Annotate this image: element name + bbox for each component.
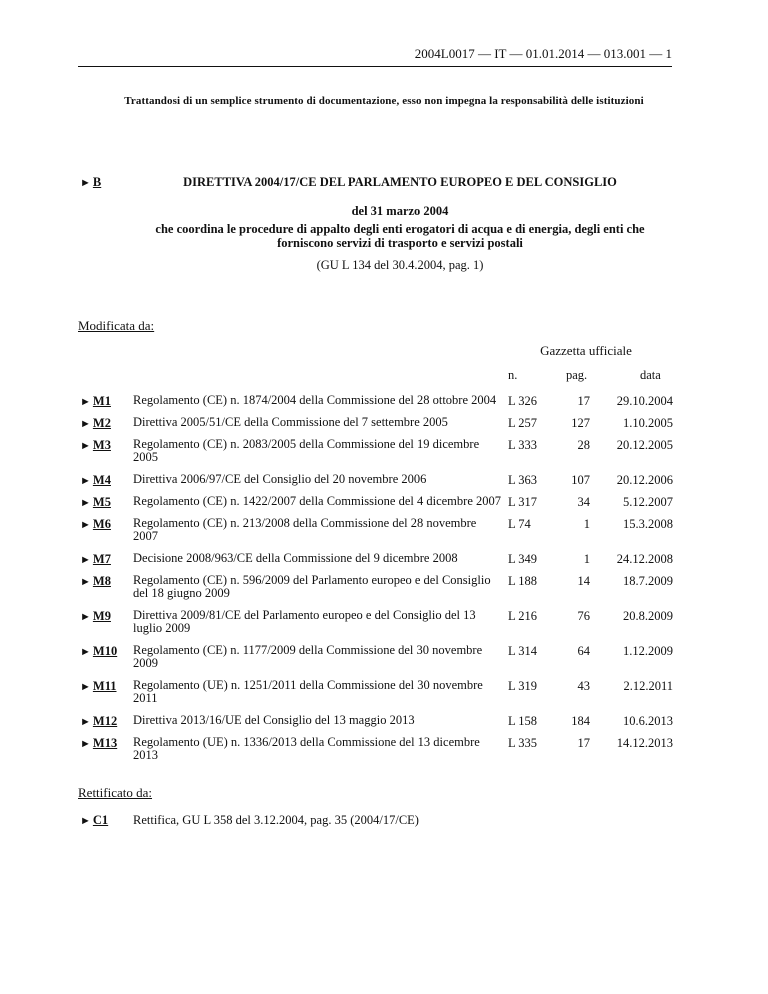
amendment-code[interactable]: M8 (92, 574, 111, 588)
amendment-code[interactable]: M1 (92, 394, 111, 408)
amendment-page: 184 (571, 714, 590, 728)
directive-title: DIRETTIVA 2004/17/CE DEL PARLAMENTO EUROPEO E DEL CONSIGLIO (183, 175, 617, 189)
amendment-description: Direttiva 2013/16/UE del Consiglio del 13 maggio 2013 (133, 713, 415, 727)
amendment-marker[interactable] (80, 495, 111, 510)
amendment-marker[interactable] (80, 609, 111, 624)
amendment-date: 14.12.2013 (616, 736, 673, 750)
amendment-row (80, 574, 672, 600)
amendment-description: Regolamento (CE) n. 1422/2007 della Commissione del 4 dicembre 2007 (133, 494, 501, 508)
amendment-code[interactable]: M4 (92, 473, 111, 487)
amendment-row (80, 438, 672, 464)
arrow-right-icon: ► (80, 497, 91, 509)
column-header-pag: pag. (566, 368, 588, 382)
arrow-right-icon: ► (80, 177, 91, 189)
amendment-oj-number: L 333 (508, 438, 538, 452)
amendment-oj-number: L 314 (508, 644, 538, 658)
amendment-page: 34 (577, 495, 590, 509)
amendment-row (80, 394, 672, 407)
amendment-marker[interactable] (80, 517, 111, 532)
amendment-date: 20.8.2009 (623, 609, 673, 623)
amendment-code[interactable]: M7 (92, 552, 111, 566)
amendment-oj-number: L 363 (508, 473, 538, 487)
arrow-right-icon: ► (80, 418, 91, 430)
amendment-row (80, 495, 672, 508)
amendment-page: 14 (577, 574, 590, 588)
amendment-row (80, 416, 672, 429)
base-act-marker[interactable] (80, 175, 101, 190)
amendment-marker[interactable] (80, 679, 117, 694)
amendment-description: Decisione 2008/963/CE della Commissione del 9 dicembre 2008 (133, 551, 458, 565)
arrow-right-icon: ► (80, 646, 91, 658)
amendment-code[interactable]: M3 (92, 438, 111, 452)
amendment-marker[interactable] (80, 394, 111, 409)
arrow-right-icon: ► (80, 440, 91, 452)
corrections-heading: Rettificato da: (78, 785, 153, 800)
amendment-date: 2.12.2011 (623, 679, 673, 693)
amendment-marker[interactable] (80, 574, 111, 589)
amendment-row (80, 552, 672, 565)
amendment-page: 1 (583, 517, 590, 531)
amendment-row (80, 736, 672, 762)
amendment-description: Regolamento (UE) n. 1336/2013 della Commissione del 13 dicembre 2013 (133, 735, 480, 762)
amendment-marker[interactable] (80, 552, 111, 567)
amendment-date: 1.12.2009 (623, 644, 673, 658)
arrow-right-icon: ► (80, 519, 91, 531)
amendment-date: 20.12.2006 (616, 473, 673, 487)
amendment-oj-number: L 335 (508, 736, 538, 750)
amendment-page: 76 (577, 609, 590, 623)
amendment-code[interactable]: M2 (92, 416, 111, 430)
amendment-oj-number: L 158 (508, 714, 538, 728)
amendment-page: 28 (577, 438, 590, 452)
amendment-code[interactable]: M10 (92, 644, 118, 658)
column-header-data: data (640, 368, 661, 382)
amendment-oj-number: L 349 (508, 552, 538, 566)
amendment-row (80, 679, 672, 705)
amendment-oj-number: L 319 (508, 679, 538, 693)
amendment-description: Regolamento (CE) n. 213/2008 della Commissione del 28 novembre 2007 (133, 516, 477, 543)
correction-description: Rettifica, GU L 358 del 3.12.2004, pag. 35 (2004/17/CE) (133, 813, 419, 827)
amendment-page: 127 (571, 416, 590, 430)
amendment-date: 5.12.2007 (623, 495, 673, 509)
base-act-code[interactable]: B (92, 175, 102, 189)
amendment-oj-number: L 188 (508, 574, 538, 588)
correction-code[interactable]: C1 (92, 813, 109, 827)
amendment-oj-number: L 317 (508, 495, 538, 509)
amendment-marker[interactable] (80, 736, 117, 751)
amendment-code[interactable]: M12 (92, 714, 118, 728)
amendment-oj-number: L 74 (508, 517, 531, 531)
amendment-page: 17 (577, 736, 590, 750)
arrow-right-icon: ► (80, 396, 91, 408)
arrow-right-icon: ► (80, 738, 91, 750)
arrow-right-icon: ► (80, 576, 91, 588)
amendment-code[interactable]: M5 (92, 495, 111, 509)
amendment-page: 43 (577, 679, 590, 693)
amendment-marker[interactable] (80, 438, 111, 453)
correction-marker[interactable] (80, 813, 108, 828)
amendment-description: Regolamento (CE) n. 2083/2005 della Commissione del 19 dicembre 2005 (133, 437, 480, 464)
gazzetta-ufficiale-header: Gazzetta ufficiale (540, 343, 632, 358)
amendment-page: 17 (577, 394, 590, 408)
amendment-oj-number: L 216 (508, 609, 538, 623)
amendment-code[interactable]: M6 (92, 517, 111, 531)
amendment-description: Regolamento (CE) n. 596/2009 del Parlamento europeo e del Consiglio del 18 giugno 2009 (133, 573, 491, 600)
amendment-row (80, 644, 672, 670)
amendment-marker[interactable] (80, 714, 117, 729)
amendment-page: 107 (571, 473, 590, 487)
amendment-description: Direttiva 2005/51/CE della Commissione del 7 settembre 2005 (133, 415, 448, 429)
amendment-oj-number: L 257 (508, 416, 538, 430)
amendment-row (80, 473, 672, 486)
amendment-page: 64 (577, 644, 590, 658)
arrow-right-icon: ► (80, 716, 91, 728)
amendment-date: 1.10.2005 (623, 416, 673, 430)
amendment-description: Regolamento (UE) n. 1251/2011 della Commissione del 30 novembre 2011 (133, 678, 483, 705)
amendment-code[interactable]: M9 (92, 609, 111, 623)
amendment-row (80, 714, 672, 727)
arrow-right-icon: ► (80, 475, 91, 487)
amendment-code[interactable]: M11 (92, 679, 117, 693)
arrow-right-icon: ► (80, 554, 91, 566)
column-header-n: n. (508, 368, 518, 382)
amendment-description: Regolamento (CE) n. 1177/2009 della Commissione del 30 novembre 2009 (133, 643, 483, 670)
amendment-description: Direttiva 2009/81/CE del Parlamento europeo e del Consiglio del 13 luglio 2009 (133, 608, 476, 635)
amendment-date: 20.12.2005 (616, 438, 673, 452)
directive-date: del 31 marzo 2004 (351, 204, 449, 218)
document-reference-header: 2004L0017 — IT — 01.01.2014 — 013.001 — 1 (78, 46, 672, 67)
amendment-marker[interactable] (80, 416, 111, 431)
amendment-description: Regolamento (CE) n. 1874/2004 della Commissione del 28 ottobre 2004 (133, 393, 497, 407)
amendment-date: 24.12.2008 (616, 552, 673, 566)
amendment-row (80, 609, 672, 635)
arrow-right-icon: ► (80, 815, 91, 827)
amendment-page: 1 (583, 552, 590, 566)
amendment-date: 18.7.2009 (623, 574, 673, 588)
directive-subtitle: che coordina le procedure di appalto degli enti erogatori di acqua e di energia, degli enti che forniscono servizi di trasporto e servizi postali (155, 222, 645, 250)
disclaimer-text: Trattandosi di un semplice strumento di documentazione, esso non impegna la responsabilità delle istituzioni (124, 95, 644, 107)
amendment-description: Direttiva 2006/97/CE del Consiglio del 20 novembre 2006 (133, 472, 427, 486)
official-journal-reference: (GU L 134 del 30.4.2004, pag. 1) (316, 258, 484, 272)
amendment-date: 15.3.2008 (623, 517, 673, 531)
amendment-oj-number: L 326 (508, 394, 538, 408)
amendment-marker[interactable] (80, 644, 117, 659)
amendments-heading: Modificata da: (78, 318, 155, 333)
amendment-date: 29.10.2004 (616, 394, 673, 408)
amendment-date: 10.6.2013 (623, 714, 673, 728)
amendment-code[interactable]: M13 (92, 736, 118, 750)
amendment-row (80, 517, 672, 543)
arrow-right-icon: ► (80, 681, 91, 693)
amendment-marker[interactable] (80, 473, 111, 488)
arrow-right-icon: ► (80, 611, 91, 623)
